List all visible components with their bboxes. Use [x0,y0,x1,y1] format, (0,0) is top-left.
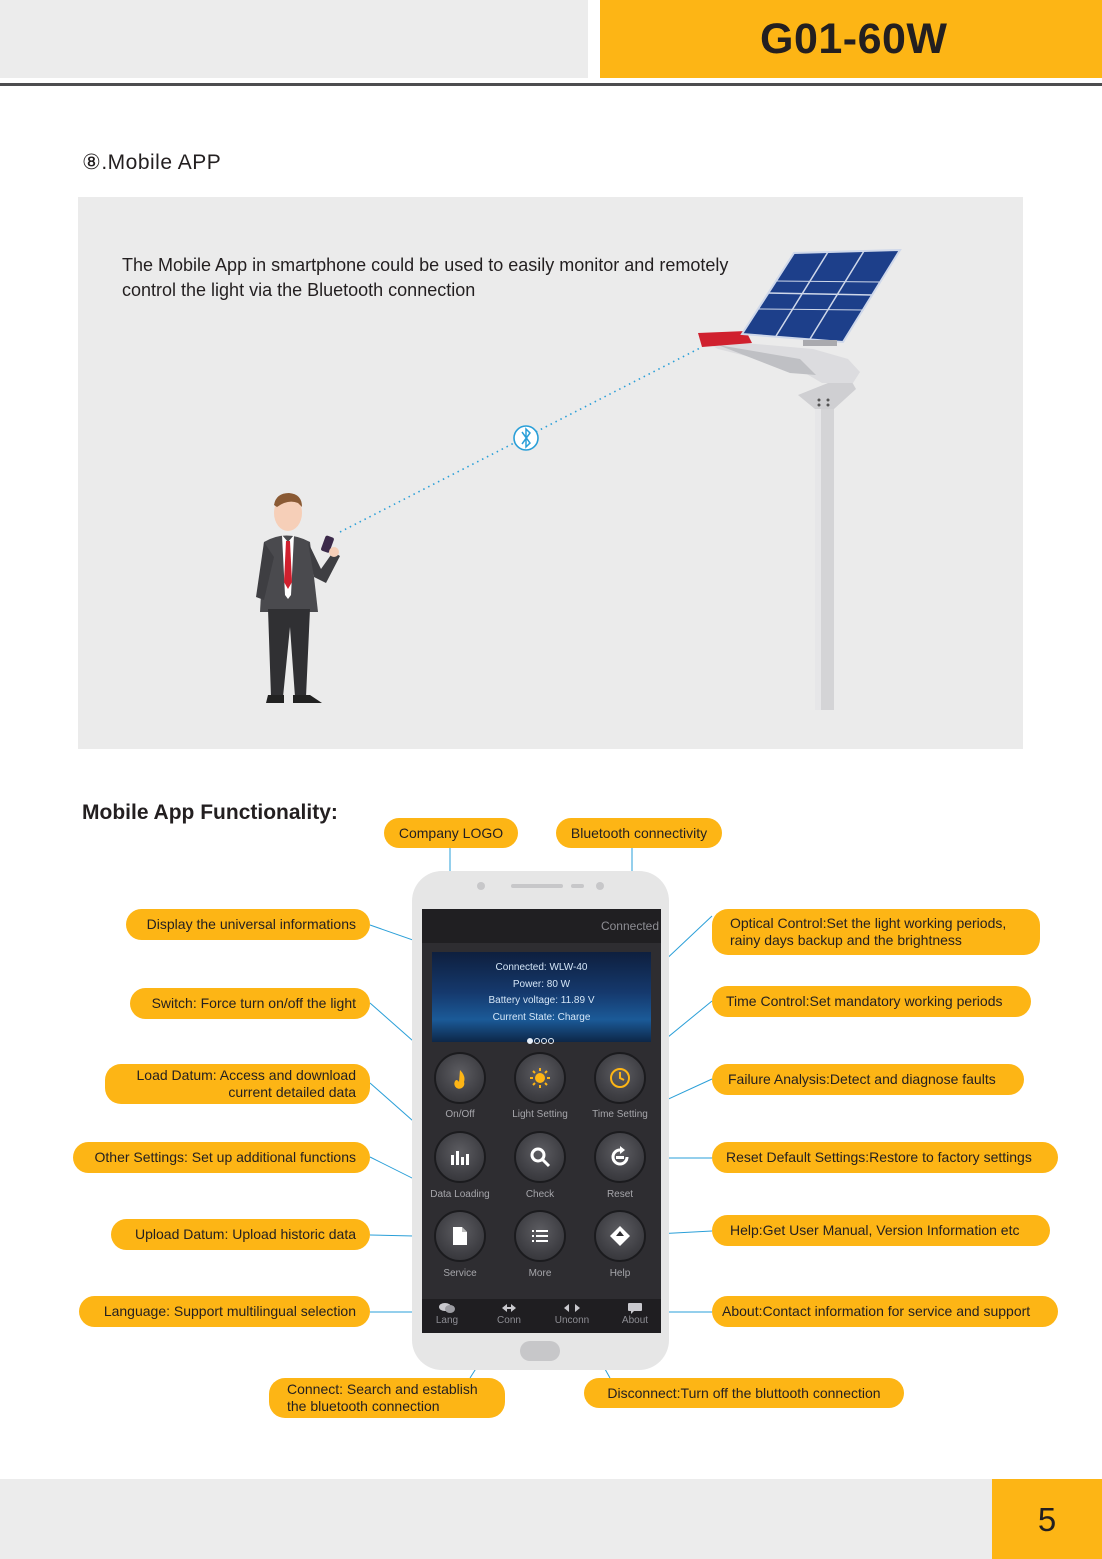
more-button[interactable] [514,1210,566,1262]
callout-time-control: Time Control:Set mandatory working periods [712,986,1031,1017]
on-off-button[interactable] [434,1052,486,1104]
list-icon [528,1224,552,1248]
clock-icon [608,1066,632,1090]
callout-connect-line1: Connect: Search and establish [287,1381,478,1397]
more-label: More [528,1268,552,1279]
on-off-label: On/Off [445,1109,475,1120]
callout-about: About:Contact information for service and support [712,1296,1058,1327]
data-loading-button[interactable] [434,1131,486,1183]
check-label: Check [525,1189,555,1200]
page-number: 5 [1037,1501,1057,1538]
sun-icon [528,1066,552,1090]
tab-unconn[interactable] [547,1299,597,1326]
callout-load-datum-line1: Load Datum: Access and download [136,1067,356,1083]
callout-switch: Switch: Force turn on/off the light [130,988,370,1019]
banner-power: Power: 80 W [512,979,571,990]
help-button[interactable] [594,1210,646,1262]
callout-load-datum [105,1064,370,1104]
app-screen [422,909,661,1333]
callout-other-settings: Other Settings: Set up additional functions [73,1142,370,1173]
callout-failure-analysis: Failure Analysis:Detect and diagnose faults [712,1064,1024,1095]
callout-help: Help:Get User Manual, Version Information etc [712,1215,1050,1246]
tab-lang-label: Lang [435,1315,459,1326]
section-description: The Mobile App in smartphone could be used to easily monitor and remotely control the light via the Bluetooth connection [122,255,729,300]
footer-bar [0,1479,992,1559]
functionality-title: Mobile App Functionality: [82,801,338,824]
model-title: G01-60W [760,15,948,63]
info-banner [432,952,651,1042]
time-setting-label: Time Setting [592,1109,648,1120]
time-setting-button[interactable] [594,1052,646,1104]
callout-disconnect: Disconnect:Turn off the bluttooth connection [584,1378,904,1408]
page-number-box [992,1479,1102,1559]
phone-camera [477,882,485,890]
tab-about[interactable] [610,1299,660,1326]
callout-reset-default: Reset Default Settings:Restore to factory settings [712,1142,1058,1173]
phone-home-button [520,1341,560,1361]
callout-company-logo: Company LOGO [384,818,518,848]
callout-display-info: Display the universal informations [126,909,370,940]
banner-connected: Connected: WLW-40 [495,962,588,973]
message-icon [626,1302,644,1314]
tab-lang[interactable] [422,1299,472,1326]
tab-unconn-label: Unconn [554,1315,590,1326]
callout-upload-datum: Upload Datum: Upload historic data [111,1219,370,1250]
plug-connect-icon [500,1302,518,1314]
app-tab-bar [422,1299,661,1333]
plug-disconnect-icon [563,1302,581,1314]
tab-conn[interactable] [484,1299,534,1326]
document-icon [448,1224,472,1248]
phone-speaker-dot [571,884,584,888]
help-diamond-icon [608,1224,632,1248]
chat-bubbles-icon [438,1302,456,1314]
phone-speaker [511,884,563,888]
tab-conn-label: Conn [497,1315,521,1326]
data-loading-label: Data Loading [430,1189,490,1200]
callout-bluetooth-connectivity: Bluetooth connectivity [556,818,722,848]
reset-button[interactable] [594,1131,646,1183]
banner-state: Current State: Charge [492,1012,591,1023]
app-status-bar [422,909,661,943]
callout-connect [269,1378,505,1418]
bar-chart-icon [448,1145,472,1169]
callout-language: Language: Support multilingual selection [79,1296,370,1327]
refresh-icon [608,1145,632,1169]
service-label: Service [443,1268,477,1279]
connection-status: Connected [600,919,659,933]
tab-about-label: About [621,1315,649,1326]
phone-sensor [596,882,604,890]
section-title: ⑧.Mobile APP [82,151,222,174]
callout-load-datum-line2: current detailed data [228,1084,356,1100]
callout-optical-control-line2: rainy days backup and the brightness [730,932,962,948]
banner-battery: Battery voltage: 11.89 V [488,995,595,1006]
callout-connect-line2: the bluetooth connection [287,1398,440,1414]
reset-label: Reset [606,1189,634,1200]
service-button[interactable] [434,1210,486,1262]
magnifier-icon [528,1145,552,1169]
callout-optical-control [712,909,1040,955]
light-setting-button[interactable] [514,1052,566,1104]
light-setting-label: Light Setting [512,1109,568,1120]
help-label: Help [609,1268,631,1279]
check-button[interactable] [514,1131,566,1183]
power-icon [448,1066,472,1090]
banner-page-dots [527,1031,557,1039]
callout-optical-control-line1: Optical Control:Set the light working periods, [730,915,1007,931]
